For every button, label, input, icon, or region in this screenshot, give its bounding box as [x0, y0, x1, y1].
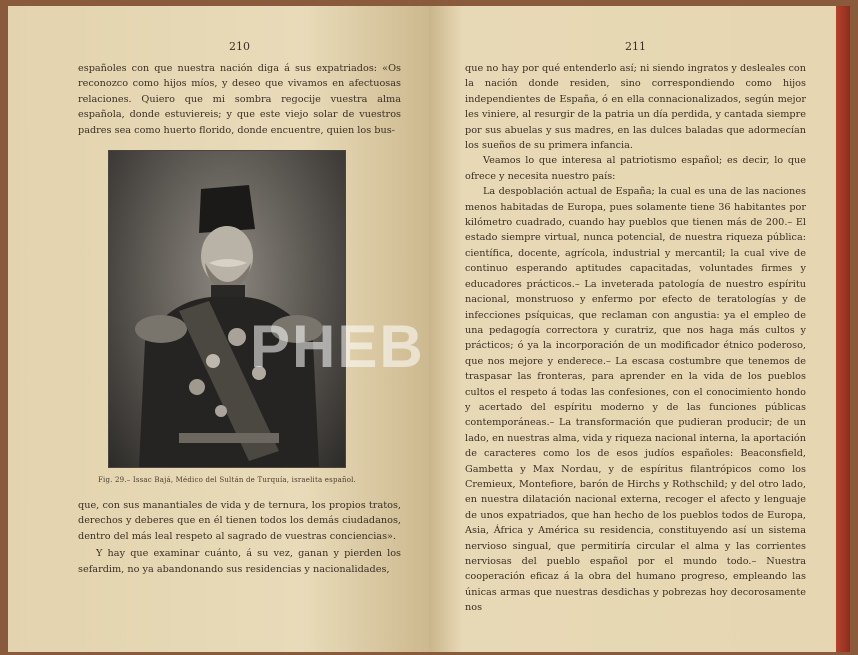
right-paragraph-3: La despoblación actual de España; la cual es una de las naciones menos habitadas de Europa, pues solamente tiene 36 habitantes por kilómetro cuadrado, cuando hay pueblos que tienen más de 200.– El estado siempre virtual, nunca potencial, de nuestra riqueza pública: científica, docente, agrícola, industrial y mercantil; la cual vive de continuo esperando aptitudes capacitadas, voluntades firmes y educadores prácticos.– La inveterada patología de nuestro espíritu nacional, monstruoso y enfermo por efecto de teratologías y de infecciones psíquicas, que reclaman con angustia: ya el empleo de una pedagogía correctora y curatriz, que nos haga más cultos y prácticos; ó ya la incorporación de un modificador étnico poderoso, que nos mejore y enderece.– La escasa costumbre que tenemos de traspasar las fronteras, para aprender en la vida de los pueblos cultos el respeto á todas las confesiones, con el conocimiento hondo y acertado del espíritu moderno y de las funciones públicas contemporáneas.– La transformación que pudieran producir; de un lado, en nuestras alma, vida y riqueza nacional interna, la aportación de caracteres como los de esos judíos españoles: Beaconsfield, Gambetta y Max Nordau, y de espíritus filantrópicos como los Cremieux, Montefiore, barón de Hirchs y Rothschild; y del otro lado, en nuestra dilatación nacional externa, recoger el afecto y lenguaje de unos expatriados, que han hecho de los pueblos todos de Europa, Asia, África y América su residencia, constituyendo así un sistema nervioso singual, que permitiría circular el alma y las corrientes nerviosas del pueblo español por el mundo todo.– Nuestra cooperación eficaz á la obra del humano progreso, empleando las únicas armas que nuestras desdichas y pobrezas hoy decorosamente nos [465, 186, 806, 614]
left-top-paragraph: españoles con que nuestra nación diga á sus expatriados: «Os reconozco como hijos míos, y deseo que vivamos en afectuosas relaciones. Quiero que mi sombra regocije vuestra alma española, donde estuviereis; y que este viejo solar de vuestros padres sea como huerto florido, donde encuentre, quien los bus- [78, 63, 401, 136]
watermark: PHEB [250, 313, 425, 380]
portrait-image [109, 151, 345, 467]
open-book [8, 6, 850, 652]
left-bottom-paragraph-2: Y hay que examinar cuánto, á su vez, ganan y pierden los sefardim, no ya abandonando sus residencias y nacionalidades, [78, 548, 401, 575]
right-page [429, 6, 850, 652]
right-paragraph-1: que no hay por qué entenderlo así; ni siendo ingratos y desleales con la nación donde residen, sino correspondiendo como hijos independientes de España, ó en ella connacionalizados, según mejor les viniere, al resurgir de la patria un día perdida, y cantada siempre por sus abuelas y sus madres, en las dulces baladas que adormecían los sueños de su primera infancia. [465, 63, 806, 152]
portrait-figure [108, 150, 346, 468]
left-bottom-paragraph-1: que, con sus manantiales de vida y de ternura, los propios tratos, derechos y deberes que en él tienen todos los demás ciudadanos, dentro del más leal respeto al sagrado de vuestras conciencias». [78, 500, 401, 542]
page-number-right: 211 [625, 40, 646, 53]
book-edge [836, 6, 850, 652]
page-number-left: 210 [229, 40, 250, 53]
figure-caption: Fig. 29.– Issac Bajá, Médico del Sultán de Turquía, israelita español. [98, 476, 356, 485]
right-paragraph-2: Veamos lo que interesa al patriotismo español; es decir, lo que ofrece y necesita nuestro país: [465, 155, 806, 182]
